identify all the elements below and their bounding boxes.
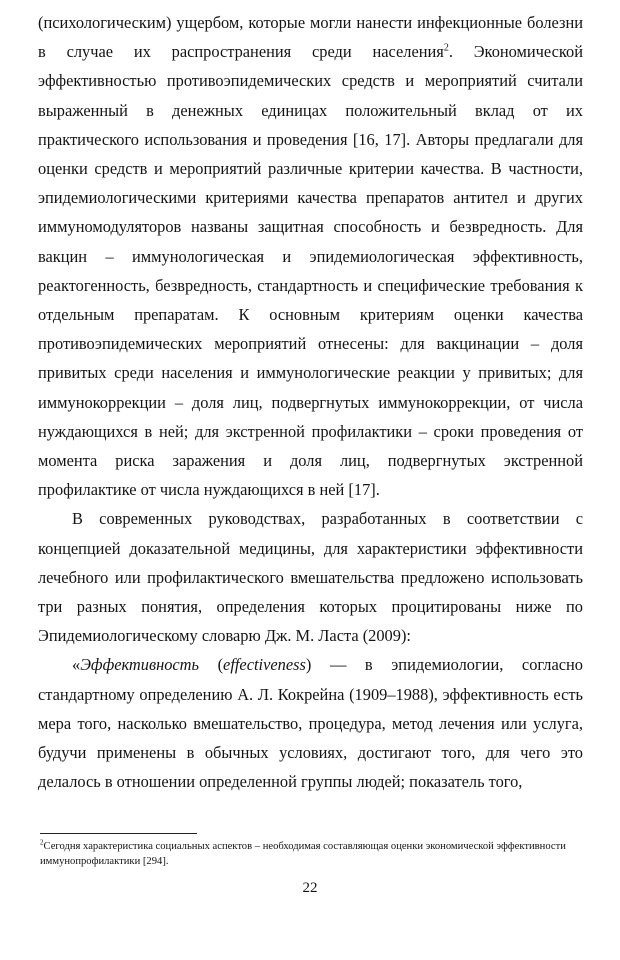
term-paren-close: ): [305, 655, 312, 675]
opening-quote: «: [72, 655, 81, 675]
paragraph-2: [38, 504, 583, 650]
footnote-reference: 2: [443, 42, 449, 54]
footnote-separator: [40, 833, 197, 834]
body-text: [38, 8, 583, 796]
paragraph-1-text-b: . Экономической эффективностью противоэпидемических средств и мероприятий считали выраженный в денежных единицах положительный вклад от их практического использования и проведения [16, 17]. Авторы предлагали для оценки средств и мероприятий различные критерии качества. В частности, эпидемиологическими критериями качества препаратов антител и других иммуномодуляторов названы защитная способность и безвредность. Для вакцин – иммунологическая и эпидемиологическая эффективность, реактогенность, безвредность, стандартность и специфические требования к отдельным препаратам. К основным критериям оценки качества противоэпидемических мероприятий отнесены: для вакцинации – доля привитых среди населения и иммунологические реакции у привитых; для иммунокоррекции – доля лиц, подвергнутых иммунокоррекции, от числа нуждающихся в ней; для экстренной профилактики – сроки проведения от момента риска заражения и доля лиц, подвергнутых экстренной профилактике от числа нуждающихся в ней [17].: [38, 42, 583, 500]
page-number: 22: [302, 880, 318, 896]
term-russian: Эффективность: [80, 655, 199, 675]
paragraph-3: [38, 650, 583, 796]
footnote-marker: 2: [40, 838, 44, 847]
paragraph-1-text-a: (психологическим) ущербом, которые могли нанести инфекционные болезни в случае их распространения среди населения: [38, 13, 583, 62]
footnote: [40, 839, 580, 869]
paragraph-3-text: — в эпидемиологии, согласно стандартному определению А. Л. Кокрейна (1909–1988), эффективность есть мера того, насколько вмешательство, процедура, метод лечения или услуга, будучи применены в обычных условиях, достигают того, для чего это делалось в отношении определенной группы людей; показатель того,: [38, 655, 583, 792]
term-english: effectiveness: [223, 655, 306, 675]
paragraph-2-text: В современных руководствах, разработанных в соответствии с концепцией доказательной медицины, для характеристики эффективности лечебного или профилактического вмешательства предложено использовать три разных понятия, определения которых процитированы ниже по Эпидемиологическому словарю Дж. М. Ласта (2009):: [38, 509, 583, 646]
footnote-text: Сегодня характеристика социальных аспектов – необходимая составляющая оценки экономической эффективности иммунопрофилактики [294].: [40, 841, 566, 867]
term-paren-open: (: [198, 655, 224, 675]
paragraph-1: [38, 8, 583, 504]
